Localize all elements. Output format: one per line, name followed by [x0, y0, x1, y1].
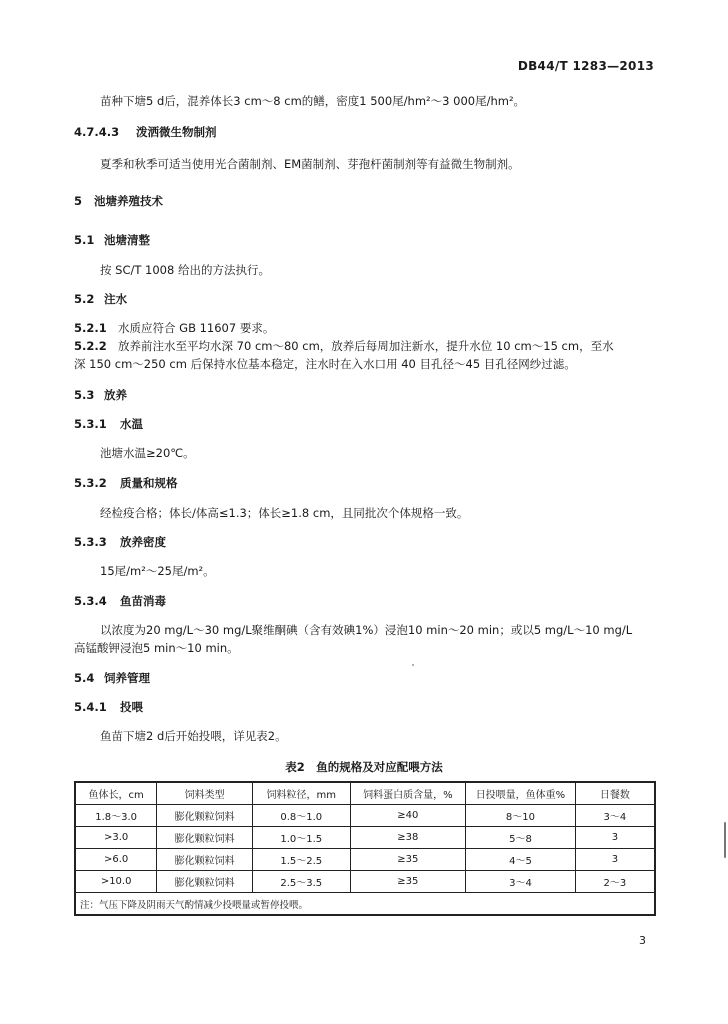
- paragraph-text: 苗种下塘5 d后，混养体长3 cm～8 cm的鳝，密度1 500尾/hm²～3 000尾/hm²。: [100, 94, 526, 108]
- section-number: 5.3.3: [74, 535, 107, 549]
- table-cell: ≥35: [350, 849, 466, 871]
- column-header: 鱼体长，cm: [75, 782, 157, 805]
- table-cell: >3.0: [75, 827, 157, 849]
- section-heading-5-3-2: [74, 475, 178, 491]
- page-number: 3: [639, 934, 646, 947]
- table-caption: 表2 鱼的规格及对应配喂方法: [285, 760, 443, 774]
- section-number: 5.3.1: [74, 417, 107, 431]
- section-title: 饲养管理: [104, 671, 150, 685]
- feeding-spec-table: [74, 781, 656, 916]
- clause-number: 5.2.2: [74, 339, 107, 353]
- scan-speck: [412, 664, 414, 666]
- table-cell: 1.5～2.5: [252, 849, 350, 871]
- table-cell: 1.8～3.0: [75, 805, 157, 827]
- section-title: 鱼苗消毒: [120, 594, 166, 608]
- section-heading-5-4: [74, 670, 150, 686]
- section-heading-5-3-3: [74, 534, 166, 550]
- paragraph-text: 以浓度为20 mg/L～30 mg/L聚维酮碘（含有效碘1%）浸泡10 min～20 min；或以5 mg/L～10 mg/L: [100, 623, 633, 637]
- section-title: 水温: [120, 417, 143, 431]
- section-number: 5: [74, 194, 83, 208]
- table-cell: 3～4: [575, 805, 655, 827]
- document-id: DB44/T 1283—2013: [517, 59, 654, 73]
- clause-text-continued: 深 150 cm～250 cm 后保持水位基本稳定，注水时在入水口用 40 目孔径～45 目孔径网纱过滤。: [74, 357, 576, 371]
- section-title: 投喂: [120, 700, 143, 714]
- table-cell: 膨化颗粒饲料: [157, 849, 253, 871]
- column-header: 日餐数: [575, 782, 655, 805]
- table-cell: 膨化颗粒饲料: [157, 871, 253, 893]
- table-cell: 2.5～3.5: [252, 871, 350, 893]
- paragraph-text-continued: 高锰酸钾浸泡5 min～10 min。: [74, 641, 239, 655]
- section-number: 4.7.4.3: [74, 125, 120, 139]
- section-title: 放养: [104, 388, 127, 402]
- table-note-row: [75, 893, 655, 916]
- section-heading-5-3-4: [74, 593, 166, 609]
- section-heading-4-7-4-3: [74, 124, 217, 140]
- column-header: 日投喂量，鱼体重%: [466, 782, 576, 805]
- table-cell: 3～4: [466, 871, 576, 893]
- section-heading-5: [74, 193, 163, 209]
- table-note: 注：气压下降及阴雨天气酌情减少投喂量或暂停投喂。: [75, 893, 655, 916]
- section-number: 5.3.4: [74, 594, 107, 608]
- section-number: 5.1: [74, 233, 95, 247]
- paragraph-text: 池塘水温≥20℃。: [100, 446, 195, 460]
- table-cell: >10.0: [75, 871, 157, 893]
- table-cell: 5～8: [466, 827, 576, 849]
- section-number: 5.3.2: [74, 476, 107, 490]
- paragraph-text: 经检疫合格；体长/体高≤1.3；体长≥1.8 cm，且同批次个体规格一致。: [100, 506, 469, 520]
- section-number: 5.4: [74, 671, 95, 685]
- paragraph-text: 按 SC/T 1008 给出的方法执行。: [100, 263, 270, 277]
- table-cell: 8～10: [466, 805, 576, 827]
- section-title: 质量和规格: [120, 476, 178, 490]
- section-number: 5.2: [74, 292, 95, 306]
- section-title: 池塘养殖技术: [94, 194, 163, 208]
- table-cell: >6.0: [75, 849, 157, 871]
- section-heading-5-2: [74, 291, 127, 307]
- paragraph-text: 15尾/m²～25尾/m²。: [100, 564, 215, 578]
- section-title: 放养密度: [120, 535, 166, 549]
- section-title: 泼洒微生物制剂: [136, 125, 217, 139]
- paragraph-text: 夏季和秋季可适当使用光合菌制剂、EM菌制剂、芽孢杆菌制剂等有益微生物制剂。: [100, 157, 520, 171]
- column-header: 饲料蛋白质含量，%: [350, 782, 466, 805]
- column-header: 饲料类型: [157, 782, 253, 805]
- clause-text: 水质应符合 GB 11607 要求。: [118, 321, 275, 335]
- paragraph-text: 鱼苗下塘2 d后开始投喂，详见表2。: [100, 729, 287, 743]
- section-heading-5-4-1: [74, 699, 143, 715]
- clause-text: 放养前注水至平均水深 70 cm～80 cm，放养后每周加注新水，提升水位 10 cm～15 cm，至水: [118, 339, 614, 353]
- table-row: [75, 805, 655, 827]
- table-cell: 1.0～1.5: [252, 827, 350, 849]
- table-cell: ≥35: [350, 871, 466, 893]
- section-heading-5-3-1: [74, 416, 143, 432]
- section-number: 5.3: [74, 388, 95, 402]
- table-cell: ≥40: [350, 805, 466, 827]
- table-cell: 3: [575, 827, 655, 849]
- table-header-row: [75, 782, 655, 805]
- section-title: 池塘清整: [104, 233, 150, 247]
- table-row: [75, 849, 655, 871]
- table-cell: 4～5: [466, 849, 576, 871]
- clause-number: 5.2.1: [74, 321, 107, 335]
- table-cell: 3: [575, 849, 655, 871]
- table-row: [75, 827, 655, 849]
- scan-edge-mark: [724, 822, 726, 858]
- table-row: [75, 871, 655, 893]
- table-cell: ≥38: [350, 827, 466, 849]
- table-cell: 膨化颗粒饲料: [157, 827, 253, 849]
- table-cell: 2～3: [575, 871, 655, 893]
- section-number: 5.4.1: [74, 700, 107, 714]
- section-heading-5-1: [74, 232, 150, 248]
- column-header: 饲料粒径，mm: [252, 782, 350, 805]
- clause-5-2-2: [74, 338, 614, 354]
- section-title: 注水: [104, 292, 127, 306]
- clause-5-2-1: [74, 320, 274, 336]
- section-heading-5-3: [74, 387, 127, 403]
- table-cell: 0.8～1.0: [252, 805, 350, 827]
- table-cell: 膨化颗粒饲料: [157, 805, 253, 827]
